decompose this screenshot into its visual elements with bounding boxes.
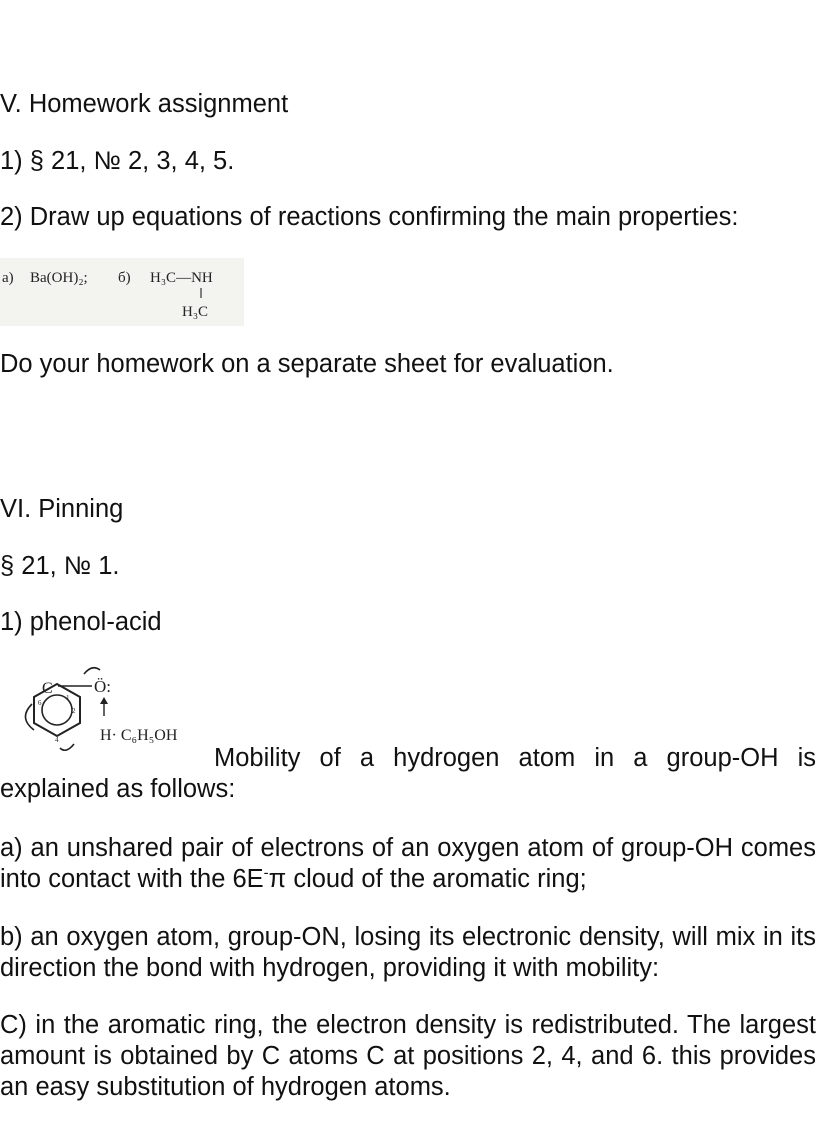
pinning-item-1: 1) phenol-acid [0, 608, 162, 636]
formula-a-compound: Ba(OH)₂; [30, 270, 88, 286]
position-1: 1 [66, 694, 70, 702]
position-2: 2 [72, 707, 76, 715]
formula-a-label: a) [2, 270, 14, 286]
section-title-pinning: VI. Pinning [0, 495, 124, 523]
explanation-b: b) an oxygen atom, group-ON, losing its electronic density, will mix in its direction the bond with hydrogen, providing it with mobility: [0, 923, 816, 982]
explanation-a-part1: a) an unshared pair of electrons of an oxygen atom of group-OH comes into contact with the 6E [0, 834, 816, 893]
reaction-label: H· C₆H₅OH [100, 727, 178, 744]
ring-carbon-label: C [42, 680, 53, 697]
oxygen-label: Ö: [94, 677, 111, 696]
formula-b-label: б) [118, 270, 131, 286]
formula-b-top: H₃C—NH [150, 270, 213, 286]
homework-item-1: 1) § 21, № 2, 3, 4, 5. [0, 147, 235, 175]
arrow-head [100, 697, 108, 704]
phenol-structure-image [0, 658, 212, 776]
left-arrow-arc [25, 704, 34, 730]
top-arrow-arc [84, 668, 100, 674]
position-6: 6 [38, 699, 42, 707]
explanation-a-part2: π cloud of the aromatic ring; [268, 865, 587, 893]
homework-item-2: 2) Draw up equations of reactions confirming the main properties: [0, 203, 739, 231]
explanation-a [0, 833, 816, 895]
formula-b-bottom: H₃C [182, 304, 209, 320]
bottom-arrow-arc [60, 744, 74, 750]
position-4: 4 [55, 736, 59, 744]
homework-note: Do your homework on a separate sheet for evaluation. [0, 350, 614, 378]
formula-image [0, 258, 244, 326]
explanation-a-superscript: - [263, 864, 269, 882]
pinning-reference: § 21, № 1. [0, 552, 120, 580]
mobility-second-line: explained as follows: [0, 775, 236, 803]
section-title-homework: V. Homework assignment [0, 90, 289, 118]
explanation-c: C) in the aromatic ring, the electron density is redistributed. The largest amount is obtained by C atoms C at positions 2, 4, and 6. this provides an easy substitution of hydrogen atoms. [0, 1011, 816, 1101]
mobility-first-line: Mobility of a hydrogen atom in a group-OH is [214, 744, 816, 772]
